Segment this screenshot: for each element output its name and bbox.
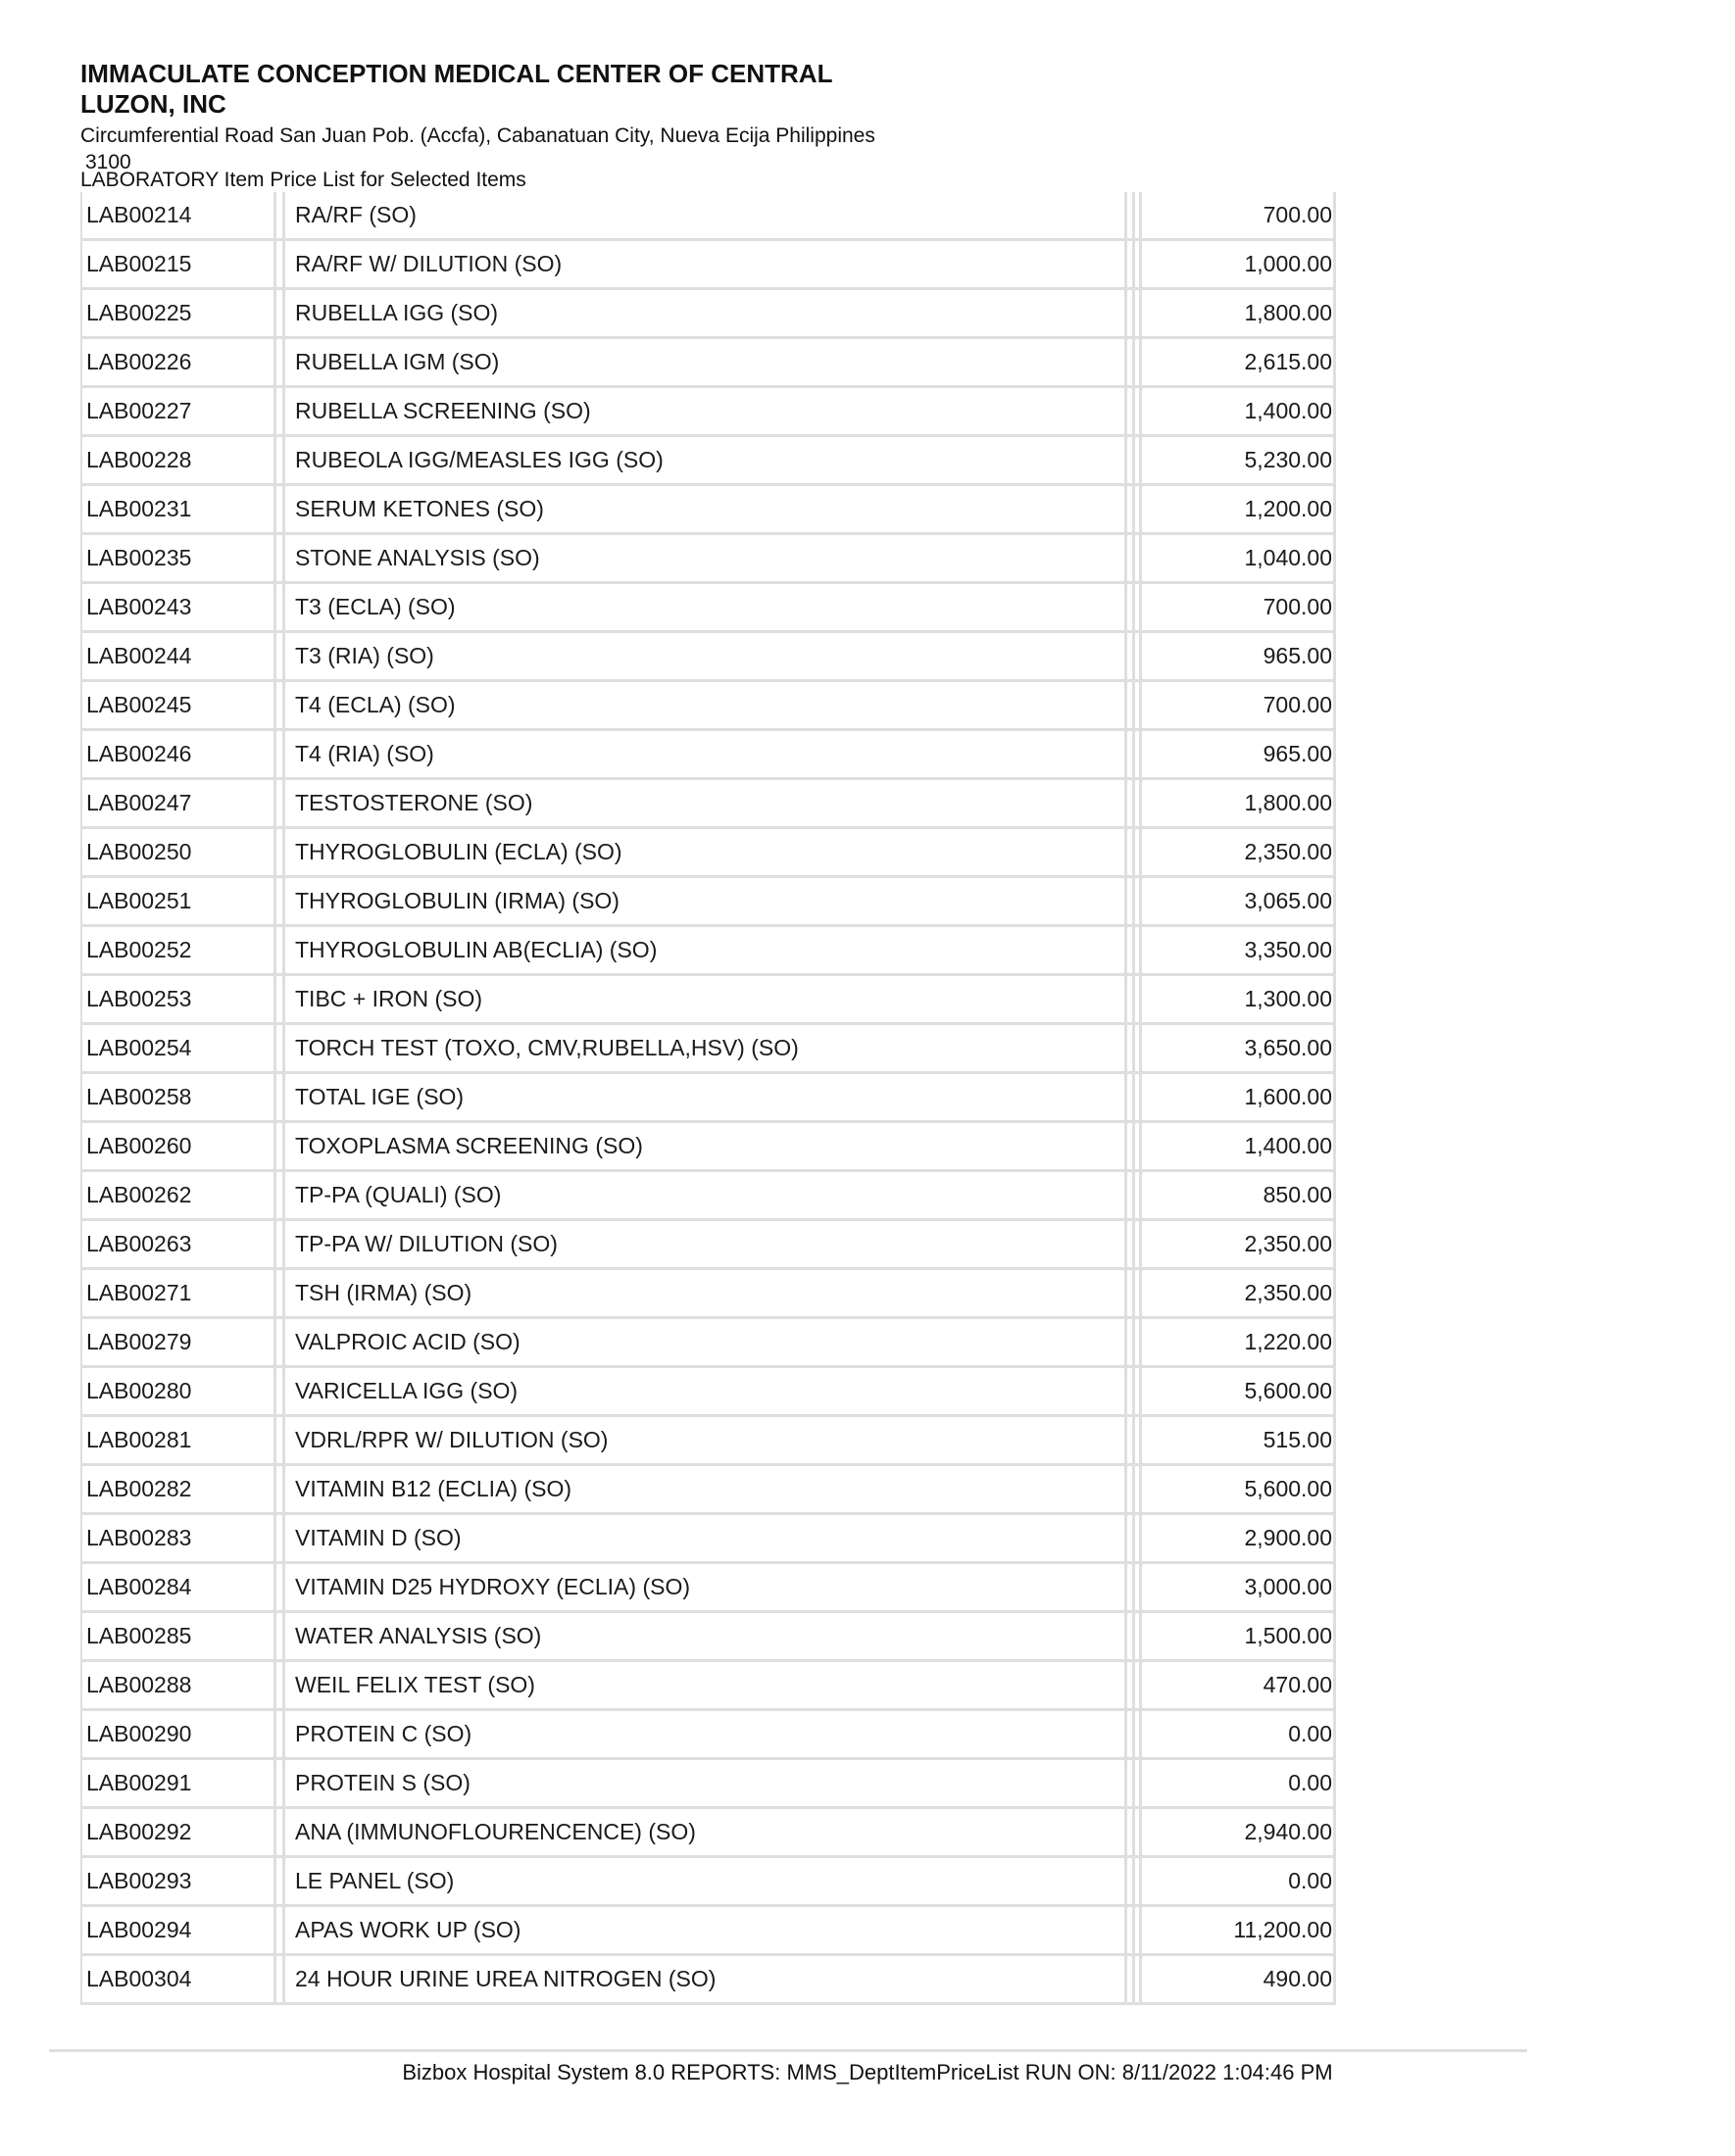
item-price: 3,000.00 <box>1244 1574 1332 1599</box>
item-code: LAB00253 <box>86 986 192 1011</box>
item-description: VALPROIC ACID (SO) <box>295 1329 520 1354</box>
item-price: 0.00 <box>1288 1721 1332 1746</box>
item-code: LAB00285 <box>86 1623 192 1648</box>
item-code: LAB00280 <box>86 1378 192 1403</box>
item-code: LAB00215 <box>86 251 192 276</box>
item-code: LAB00304 <box>86 1966 192 1991</box>
item-description: TP-PA (QUALI) (SO) <box>295 1182 502 1207</box>
table-row <box>80 829 1336 878</box>
table-row <box>80 1564 1336 1613</box>
table-row <box>80 1711 1336 1760</box>
table-row <box>80 1466 1336 1515</box>
item-description: TSH (IRMA) (SO) <box>295 1280 472 1305</box>
item-code: LAB00294 <box>86 1917 192 1942</box>
item-description: T3 (ECLA) (SO) <box>295 594 456 619</box>
hospital-name-line2: LUZON, INC <box>80 89 226 119</box>
row-divider <box>80 2002 1336 2005</box>
item-price: 470.00 <box>1263 1672 1332 1697</box>
item-description: TIBC + IRON (SO) <box>295 986 483 1011</box>
item-price: 965.00 <box>1263 643 1332 668</box>
item-description: TESTOSTERONE (SO) <box>295 790 533 815</box>
report-footer: Bizbox Hospital System 8.0 REPORTS: MMS_DeptItemPriceList RUN ON: 8/11/2022 1:04:46 PM <box>402 2060 1333 2084</box>
item-description: RUBELLA IGM (SO) <box>295 349 500 374</box>
item-price: 490.00 <box>1263 1966 1332 1991</box>
table-row <box>80 1907 1336 1956</box>
item-code: LAB00262 <box>86 1182 192 1207</box>
item-code: LAB00251 <box>86 888 192 913</box>
item-description: 24 HOUR URINE UREA NITROGEN (SO) <box>295 1966 717 1991</box>
item-price: 1,200.00 <box>1244 496 1332 521</box>
table-row <box>80 1760 1336 1809</box>
item-code: LAB00231 <box>86 496 192 521</box>
table-row <box>80 1221 1336 1270</box>
table-row <box>80 780 1336 829</box>
table-row <box>80 633 1336 682</box>
item-price: 11,200.00 <box>1233 1917 1332 1942</box>
item-price: 2,940.00 <box>1244 1819 1332 1844</box>
item-code: LAB00291 <box>86 1770 192 1795</box>
table-row <box>80 1025 1336 1074</box>
item-price: 700.00 <box>1263 202 1332 227</box>
item-price: 850.00 <box>1263 1182 1332 1207</box>
table-row <box>80 1319 1336 1368</box>
item-price: 1,400.00 <box>1244 1133 1332 1158</box>
table-row <box>80 1956 1336 2005</box>
item-description: VITAMIN D (SO) <box>295 1525 462 1550</box>
item-code: LAB00235 <box>86 545 192 570</box>
table-row <box>80 437 1336 486</box>
table-row <box>80 1613 1336 1662</box>
item-price: 2,350.00 <box>1244 1231 1332 1256</box>
table-row <box>80 290 1336 339</box>
item-description: SERUM KETONES (SO) <box>295 496 544 521</box>
item-description: WATER ANALYSIS (SO) <box>295 1623 542 1648</box>
item-price: 5,600.00 <box>1244 1476 1332 1501</box>
hospital-name-line1: IMMACULATE CONCEPTION MEDICAL CENTER OF CENTRAL <box>80 59 833 88</box>
item-code: LAB00247 <box>86 790 192 815</box>
item-price: 1,600.00 <box>1244 1084 1332 1109</box>
item-price: 2,615.00 <box>1244 349 1332 374</box>
table-row <box>80 1515 1336 1564</box>
item-code: LAB00263 <box>86 1231 192 1256</box>
table-row <box>80 976 1336 1025</box>
table-row <box>80 1417 1336 1466</box>
item-description: TP-PA W/ DILUTION (SO) <box>295 1231 558 1256</box>
item-description: RUBEOLA IGG/MEASLES IGG (SO) <box>295 447 664 472</box>
item-price: 3,065.00 <box>1244 888 1332 913</box>
item-price: 1,800.00 <box>1244 790 1332 815</box>
table-row <box>80 1858 1336 1907</box>
item-price: 1,300.00 <box>1244 986 1332 1011</box>
item-code: LAB00288 <box>86 1672 192 1697</box>
table-row <box>80 927 1336 976</box>
item-price: 1,220.00 <box>1244 1329 1332 1354</box>
table-row <box>80 1172 1336 1221</box>
item-description: RUBELLA IGG (SO) <box>295 300 499 325</box>
table-row <box>80 241 1336 290</box>
table-row <box>80 1123 1336 1172</box>
item-price: 3,350.00 <box>1244 937 1332 962</box>
item-code: LAB00271 <box>86 1280 192 1305</box>
item-description: VITAMIN B12 (ECLIA) (SO) <box>295 1476 572 1501</box>
item-code: LAB00283 <box>86 1525 192 1550</box>
item-description: RUBELLA SCREENING (SO) <box>295 398 591 423</box>
table-row <box>80 339 1336 388</box>
item-price: 5,230.00 <box>1244 447 1332 472</box>
table-row <box>80 1074 1336 1123</box>
item-price: 0.00 <box>1288 1868 1332 1893</box>
table-row <box>80 1368 1336 1417</box>
item-description: VARICELLA IGG (SO) <box>295 1378 519 1403</box>
item-code: LAB00225 <box>86 300 192 325</box>
item-code: LAB00281 <box>86 1427 192 1452</box>
table-row <box>80 1662 1336 1711</box>
item-price: 1,000.00 <box>1244 251 1332 276</box>
item-description: T3 (RIA) (SO) <box>295 643 434 668</box>
item-code: LAB00226 <box>86 349 192 374</box>
item-description: TOTAL IGE (SO) <box>295 1084 465 1109</box>
item-code: LAB00245 <box>86 692 192 717</box>
item-description: THYROGLOBULIN (ECLA) (SO) <box>295 839 622 864</box>
report-header <box>80 59 1061 175</box>
item-price: 0.00 <box>1288 1770 1332 1795</box>
hospital-address: Circumferential Road San Juan Pob. (Accfa), Cabanatuan City, Nueva Ecija Philippines <box>80 124 875 147</box>
item-description: PROTEIN C (SO) <box>295 1721 472 1746</box>
table-row <box>80 535 1336 584</box>
item-price: 5,600.00 <box>1244 1378 1332 1403</box>
item-code: LAB00284 <box>86 1574 192 1599</box>
item-description: RA/RF W/ DILUTION (SO) <box>295 251 563 276</box>
item-code: LAB00258 <box>86 1084 192 1109</box>
table-row <box>80 584 1336 633</box>
item-price: 1,400.00 <box>1244 398 1332 423</box>
item-description: THYROGLOBULIN AB(ECLIA) (SO) <box>295 937 658 962</box>
item-price: 2,900.00 <box>1244 1525 1332 1550</box>
item-code: LAB00250 <box>86 839 192 864</box>
item-price: 2,350.00 <box>1244 1280 1332 1305</box>
item-description: VDRL/RPR W/ DILUTION (SO) <box>295 1427 609 1452</box>
item-code: LAB00290 <box>86 1721 192 1746</box>
table-row <box>80 1270 1336 1319</box>
item-code: LAB00282 <box>86 1476 192 1501</box>
clipped-report-heading-text: LABORATORY Item Price List for Selected Items <box>80 169 526 191</box>
item-code: LAB00293 <box>86 1868 192 1893</box>
item-description: PROTEIN S (SO) <box>295 1770 471 1795</box>
item-code: LAB00260 <box>86 1133 192 1158</box>
item-code: LAB00292 <box>86 1819 192 1844</box>
item-price: 1,500.00 <box>1244 1623 1332 1648</box>
item-description: TORCH TEST (TOXO, CMV,RUBELLA,HSV) (SO) <box>295 1035 799 1060</box>
item-description: WEIL FELIX TEST (SO) <box>295 1672 535 1697</box>
hospital-zip: 3100 <box>85 151 131 173</box>
table-row <box>80 682 1336 731</box>
table-row <box>80 192 1336 241</box>
price-list-table <box>80 192 1336 2005</box>
item-code: LAB00279 <box>86 1329 192 1354</box>
item-price: 1,800.00 <box>1244 300 1332 325</box>
item-code: LAB00244 <box>86 643 192 668</box>
item-price: 700.00 <box>1263 692 1332 717</box>
table-row <box>80 486 1336 535</box>
item-code: LAB00243 <box>86 594 192 619</box>
table-row <box>80 1809 1336 1858</box>
table-row <box>80 878 1336 927</box>
item-description: VITAMIN D25 HYDROXY (ECLIA) (SO) <box>295 1574 690 1599</box>
item-description: RA/RF (SO) <box>295 202 417 227</box>
item-price: 515.00 <box>1263 1427 1332 1452</box>
item-price: 700.00 <box>1263 594 1332 619</box>
item-code: LAB00228 <box>86 447 192 472</box>
item-code: LAB00246 <box>86 741 192 766</box>
table-row <box>80 731 1336 780</box>
item-code: LAB00252 <box>86 937 192 962</box>
item-code: LAB00214 <box>86 202 192 227</box>
item-description: ANA (IMMUNOFLOURENCENCE) (SO) <box>295 1819 696 1844</box>
item-price: 3,650.00 <box>1244 1035 1332 1060</box>
item-description: THYROGLOBULIN (IRMA) (SO) <box>295 888 620 913</box>
item-description: T4 (RIA) (SO) <box>295 741 434 766</box>
item-description: APAS WORK UP (SO) <box>295 1917 521 1942</box>
table-row <box>80 388 1336 437</box>
item-code: LAB00227 <box>86 398 192 423</box>
item-description: LE PANEL (SO) <box>295 1868 455 1893</box>
item-description: TOXOPLASMA SCREENING (SO) <box>295 1133 643 1158</box>
item-code: LAB00254 <box>86 1035 192 1060</box>
item-description: STONE ANALYSIS (SO) <box>295 545 540 570</box>
item-price: 2,350.00 <box>1244 839 1332 864</box>
item-description: T4 (ECLA) (SO) <box>295 692 456 717</box>
footer-rule <box>49 2049 1527 2052</box>
item-price: 1,040.00 <box>1244 545 1332 570</box>
item-price: 965.00 <box>1263 741 1332 766</box>
